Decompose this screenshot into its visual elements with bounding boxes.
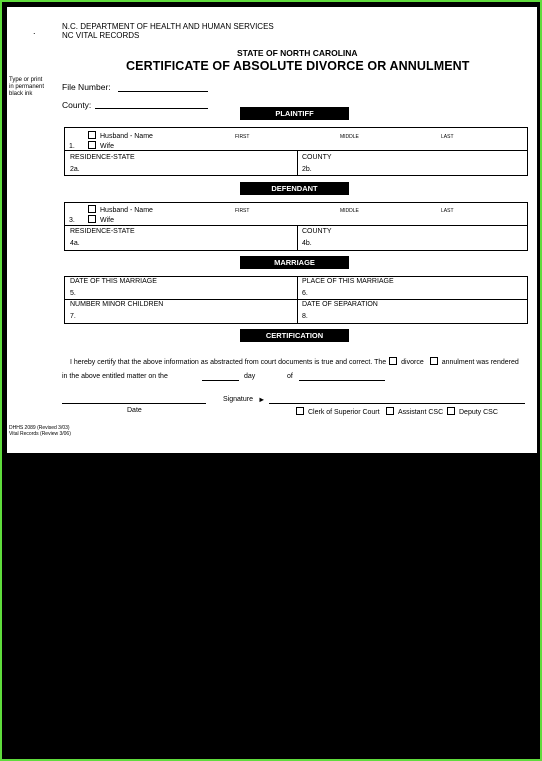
middle-name-label: MIDDLE — [340, 134, 359, 140]
stray-mark: . — [33, 26, 36, 36]
assistant-csc-option[interactable]: Assistant CSC — [386, 407, 443, 416]
separation-date-label: DATE OF SEPARATION — [302, 301, 378, 308]
rendered-on-text: in the above entitled matter on the — [62, 373, 168, 380]
minor-children-label: NUMBER MINOR CHILDREN — [70, 301, 164, 308]
defendant-husband-option[interactable]: Husband - Name — [88, 205, 153, 214]
checkbox[interactable] — [88, 141, 96, 149]
ink-note-line-2: in permanent — [9, 84, 45, 90]
day-field[interactable] — [202, 380, 239, 381]
department-name: N.C. DEPARTMENT OF HEALTH AND HUMAN SERVICES — [62, 22, 274, 31]
office-name: NC VITAL RECORDS — [62, 31, 140, 40]
checkbox[interactable] — [296, 407, 304, 415]
defendant-col-divider — [297, 225, 298, 250]
separation-date-number: 8. — [302, 313, 308, 320]
signature-label: Signature — [223, 396, 253, 403]
plaintiff-wife-option[interactable]: Wife — [88, 141, 114, 150]
state-heading: STATE OF NORTH CAROLINA — [237, 48, 358, 58]
deputy-csc-option[interactable]: Deputy CSC — [447, 407, 498, 416]
date-label: Date — [127, 407, 142, 414]
plaintiff-husband-option[interactable]: Husband - Name — [88, 131, 153, 140]
last-name-label: LAST — [441, 208, 454, 214]
section-bar-marriage: MARRIAGE — [240, 256, 349, 269]
defendant-item-number: 3. — [69, 217, 75, 224]
defendant-residence-number: 4a. — [70, 240, 80, 247]
checkbox[interactable] — [386, 407, 394, 415]
file-number-label: File Number: — [62, 82, 111, 92]
plaintiff-divider — [64, 150, 528, 151]
divorce-checkbox[interactable] — [389, 357, 397, 365]
plaintiff-item-number: 1. — [69, 143, 75, 150]
signature-field[interactable] — [269, 403, 525, 404]
signature-arrow-icon: ► — [258, 395, 266, 404]
annulment-checkbox[interactable] — [430, 357, 438, 365]
viewer-area — [7, 7, 537, 755]
plaintiff-col-divider — [297, 150, 298, 175]
marriage-col-divider — [297, 276, 298, 323]
section-bar-defendant: DEFENDANT — [240, 182, 349, 195]
defendant-residence-label: RESIDENCE-STATE — [70, 228, 135, 235]
clerk-option[interactable]: Clerk of Superior Court — [296, 407, 380, 416]
plaintiff-residence-number: 2a. — [70, 166, 80, 173]
minor-children-number: 7. — [70, 313, 76, 320]
of-text: of — [287, 373, 293, 380]
marriage-date-label: DATE OF THIS MARRIAGE — [70, 278, 157, 285]
defendant-county-label: COUNTY — [302, 228, 332, 235]
ink-note-line-3: black ink — [9, 91, 33, 97]
plaintiff-residence-label: RESIDENCE-STATE — [70, 154, 135, 161]
defendant-county-number: 4b. — [302, 240, 312, 247]
form-number: DHHS 2089 (Revised 3/03) — [9, 425, 70, 431]
marriage-date-number: 5. — [70, 290, 76, 297]
date-field[interactable] — [62, 403, 206, 404]
checkbox[interactable] — [447, 407, 455, 415]
plaintiff-county-number: 2b. — [302, 166, 312, 173]
first-name-label: FIRST — [235, 134, 250, 140]
certification-statement: I hereby certify that the above information as abstracted from court documents is true and correct. The divorce annulment was rendered — [70, 359, 519, 366]
ink-note-line-1: Type or print — [9, 77, 43, 83]
plaintiff-county-label: COUNTY — [302, 154, 332, 161]
marriage-divider — [64, 299, 528, 300]
middle-name-label: MIDDLE — [340, 208, 359, 214]
certificate-form — [7, 7, 537, 453]
review-date: Vital Records (Review 3/06) — [9, 431, 71, 437]
county-field[interactable] — [95, 108, 208, 109]
defendant-wife-option[interactable]: Wife — [88, 215, 114, 224]
file-number-field[interactable] — [118, 91, 208, 92]
checkbox[interactable] — [88, 205, 96, 213]
marriage-place-number: 6. — [302, 290, 308, 297]
section-bar-certification: CERTIFICATION — [240, 329, 349, 342]
month-year-field[interactable] — [299, 380, 385, 381]
marriage-place-label: PLACE OF THIS MARRIAGE — [302, 278, 394, 285]
county-label: County: — [62, 100, 92, 110]
defendant-divider — [64, 225, 528, 226]
day-text: day — [244, 373, 256, 380]
form-title: CERTIFICATE OF ABSOLUTE DIVORCE OR ANNULMENT — [126, 59, 470, 73]
section-bar-plaintiff: PLAINTIFF — [240, 107, 349, 120]
checkbox[interactable] — [88, 215, 96, 223]
last-name-label: LAST — [441, 134, 454, 140]
first-name-label: FIRST — [235, 208, 250, 214]
checkbox[interactable] — [88, 131, 96, 139]
